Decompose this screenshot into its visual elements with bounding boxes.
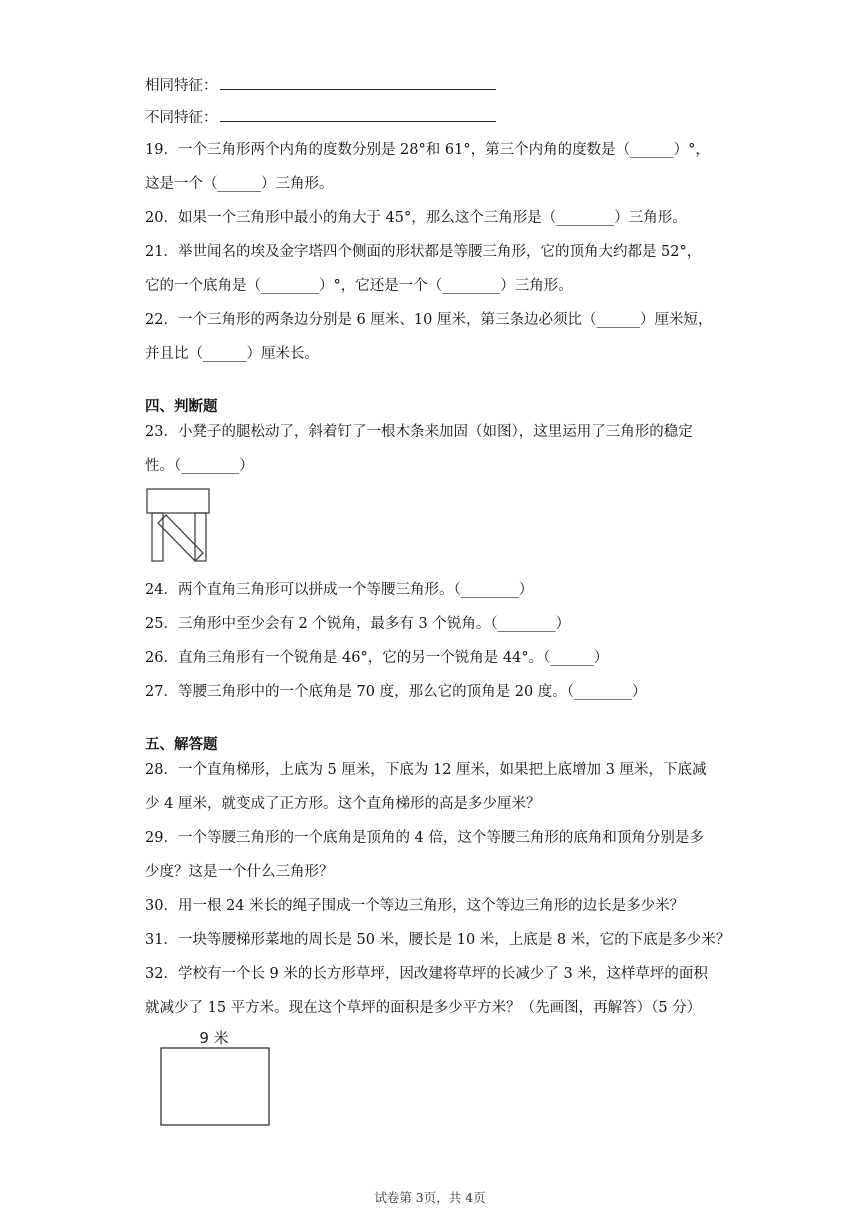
page-footer: 试卷第 3页，共 4页 (374, 1190, 486, 1205)
diagonal-brace (158, 515, 203, 561)
question-29-line-2: 少度？这是一个什么三角形？ (145, 864, 334, 880)
section-5-title: 五、解答题 (145, 736, 218, 753)
question-23-line-1: 23．小凳子的腿松动了，斜着钉了一根木条来加固（如图），这里运用了三角形的稳定 (145, 424, 693, 440)
question-20: 20．如果一个三角形中最小的角大于 45°，那么这个三角形是（________）三角形。 (145, 210, 687, 226)
question-22-line-2: 并且比（______）厘米长。 (145, 346, 319, 362)
lawn-length-label: 9 米 (199, 1029, 229, 1047)
lawn-rectangle (161, 1048, 269, 1125)
stool-seat (147, 489, 209, 513)
diff-feature-blank[interactable] (220, 109, 496, 122)
question-27: 27．等腰三角形中的一个底角是 70 度，那么它的顶角是 20 度。（________） (145, 684, 647, 700)
question-19-line-1: 19．一个三角形两个内角的度数分别是 28°和 61°，第三个内角的度数是（______）°， (145, 142, 710, 158)
question-30: 30．用一根 24 米长的绳子围成一个等边三角形，这个等边三角形的边长是多少米？ (145, 898, 685, 914)
question-25: 25．三角形中至少会有 2 个锐角，最多有 3 个锐角。（________） (145, 616, 571, 632)
diff-feature-label: 不同特征： (145, 110, 218, 126)
stool-figure (145, 487, 213, 565)
section-4-title: 四、判断题 (145, 398, 218, 415)
question-23-line-2: 性。（________） (145, 458, 254, 474)
question-24: 24．两个直角三角形可以拼成一个等腰三角形。（________） (145, 582, 534, 598)
question-22-line-1: 22．一个三角形的两条边分别是 6 厘米、10 厘米，第三条边必须比（______）厘米短， (145, 312, 713, 328)
question-32-line-2: 就减少了 15 平方米。现在这个草坪的面积是多少平方米？（先画图，再解答）（5 分） (145, 1000, 702, 1016)
same-feature-label: 相同特征： (145, 78, 218, 94)
question-32-line-1: 32．学校有一个长 9 米的长方形草坪，因改建将草坪的长减少了 3 米，这样草坪的面积 (145, 966, 708, 982)
diff-feature-row (145, 108, 496, 128)
stool-right-leg (195, 513, 206, 561)
question-26: 26．直角三角形有一个锐角是 46°，它的另一个锐角是 44°。（______） (145, 650, 609, 666)
question-21-line-2: 它的一个底角是（________）°，它还是一个（________）三角形。 (145, 278, 573, 294)
question-31: 31．一块等腰梯形菜地的周长是 50 米，腰长是 10 米，上底是 8 米，它的下底是多少米？ (145, 932, 731, 948)
same-feature-blank[interactable] (220, 77, 496, 90)
question-28-line-2: 少 4 厘米，就变成了正方形。这个直角梯形的高是多少厘米？ (145, 796, 541, 812)
lawn-figure (155, 1026, 277, 1130)
same-feature-row (145, 76, 496, 96)
question-29-line-1: 29．一个等腰三角形的一个底角是顶角的 4 倍，这个等腰三角形的底角和顶角分别是多 (145, 830, 704, 846)
question-28-line-1: 28．一个直角梯形，上底为 5 厘米，下底为 12 厘米，如果把上底增加 3 厘米，下底减 (145, 762, 707, 778)
question-19-line-2: 这是一个（______）三角形。 (145, 176, 334, 192)
question-21-line-1: 21．举世闻名的埃及金字塔四个侧面的形状都是等腰三角形，它的顶角大约都是 52°， (145, 244, 702, 260)
